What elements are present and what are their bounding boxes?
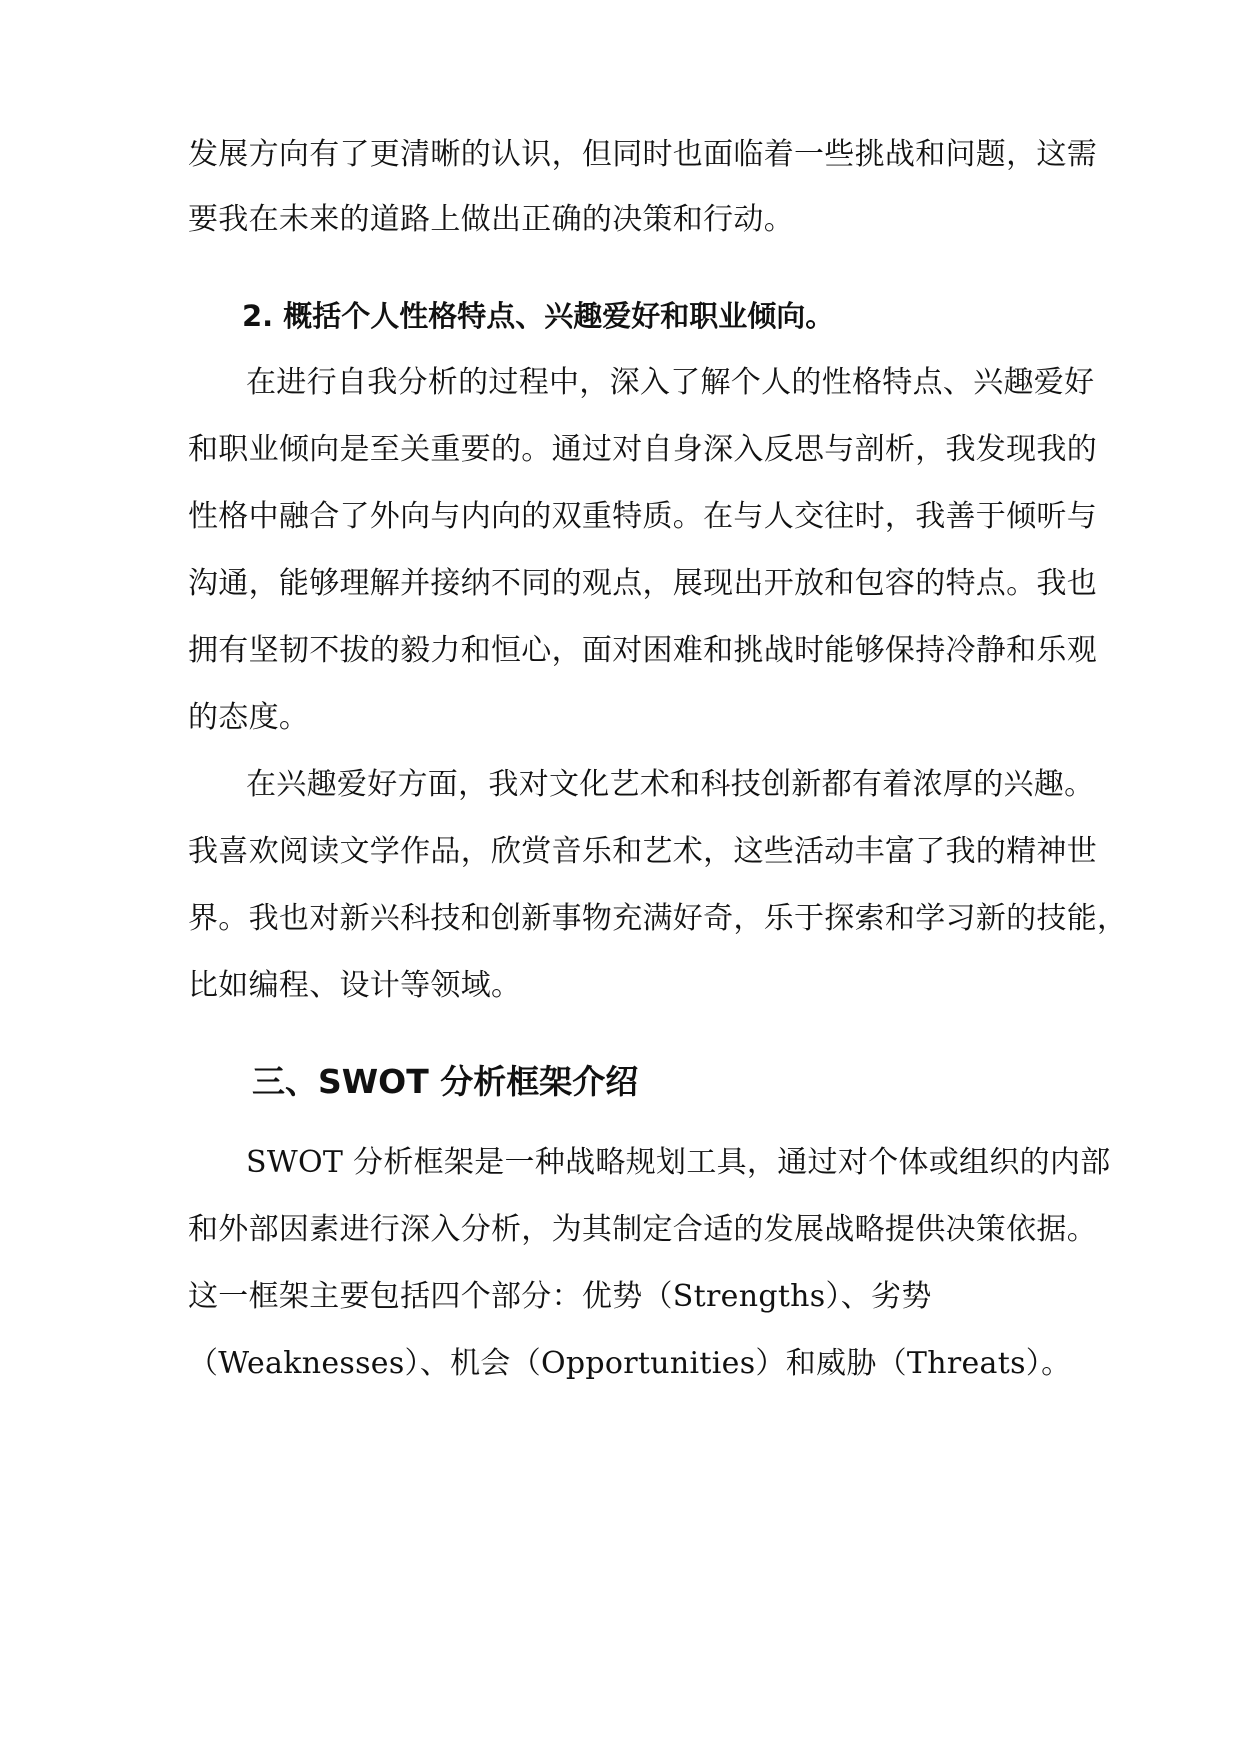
- section-3-para-1-line-2: 和外部因素进行深入分析，为其制定合适的发展战略提供决策依据。: [188, 1212, 1097, 1247]
- section-2-para-1-line-2: 和职业倾向是至关重要的。通过对自身深入反思与剖析，我发现我的: [188, 432, 1097, 467]
- intro-line-1: 发展方向有了更清晰的认识，但同时也面临着一些挑战和问题，这需: [188, 137, 1097, 172]
- section-2-para-2-line-3: 界。我也对新兴科技和创新事物充满好奇，乐于探索和学习新的技能，: [188, 901, 1128, 936]
- section-2-para-1-line-1: 在进行自我分析的过程中，深入了解个人的性格特点、兴趣爱好: [246, 365, 1095, 400]
- section-2-para-1-line-5: 拥有坚韧不拔的毅力和恒心，面对困难和挑战时能够保持冷静和乐观: [188, 633, 1097, 668]
- section-3-para-1-line-4: （Weaknesses）、机会（Opportunities）和威胁（Threats）。: [188, 1346, 1072, 1381]
- section-3-para-1-line-3: 这一框架主要包括四个部分：优势（Strengths）、劣势: [188, 1279, 932, 1314]
- section-2-para-1-line-4: 沟通，能够理解并接纳不同的观点，展现出开放和包容的特点。我也: [188, 566, 1097, 601]
- section-2-para-2-line-1: 在兴趣爱好方面，我对文化艺术和科技创新都有着浓厚的兴趣。: [246, 767, 1095, 802]
- section-3-heading: 三、SWOT 分析框架介绍: [252, 1062, 639, 1101]
- section-2-para-2-line-4: 比如编程、设计等领域。: [188, 968, 522, 1003]
- section-2-para-1-line-3: 性格中融合了外向与内向的双重特质。在与人交往时，我善于倾听与: [188, 499, 1097, 534]
- section-3-para-1-line-1: SWOT 分析框架是一种战略规划工具，通过对个体或组织的内部: [246, 1145, 1111, 1180]
- intro-line-2: 要我在未来的道路上做出正确的决策和行动。: [188, 202, 794, 237]
- section-2-heading: 2. 概括个人性格特点、兴趣爱好和职业倾向。: [242, 299, 835, 333]
- section-2-para-1-line-6: 的态度。: [188, 700, 310, 735]
- section-2-para-2-line-2: 我喜欢阅读文学作品，欣赏音乐和艺术，这些活动丰富了我的精神世: [188, 834, 1097, 869]
